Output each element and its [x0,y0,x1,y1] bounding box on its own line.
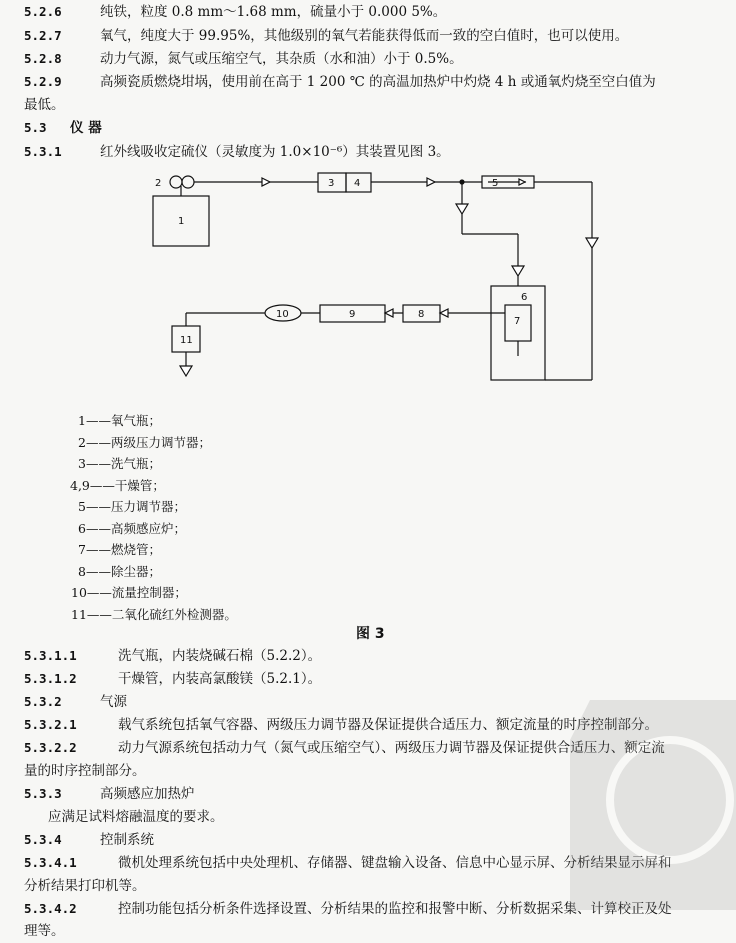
clause-text: 氧气，纯度大于 99.95%，其他级别的氧气若能获得低而一致的空白值时，也可以使用。 [100,28,629,44]
clause-text: 动力气源，氮气或压缩空气，其杂质（水和油）小于 0.5%。 [100,51,463,67]
induction-furnace-box [491,286,545,380]
clause-text: 动力气源系统包括动力气（氮气或压缩空气）、两级压力调节器及保证提供合适压力、额定流 [118,740,665,756]
diagram-label-5: 5 [492,178,499,189]
clause-text: 控制系统 [100,832,154,848]
legend-item: 7——燃烧管； [78,542,161,557]
section-title: 仪 器 [70,120,102,136]
diagram-label-11: 11 [180,335,193,346]
clause-text: 载气系统包括氧气容器、两级压力调节器及保证提供合适压力、额定流量的时序控制部分。 [118,717,658,733]
clause-text: 红外线吸收定硫仪（灵敏度为 1.0×10⁻⁶）其装置见图 3。 [100,144,450,160]
figure-caption: 图 3 [356,626,385,642]
clause-number: 5.2.6 [24,4,62,19]
clause-text: 量的时序控制部分。 [24,763,146,779]
diagram-label-3: 3 [328,178,335,189]
diagram-label-4: 4 [354,178,361,189]
diagram-label-9: 9 [349,309,356,320]
clause-number: 5.3.2 [24,694,62,709]
legend-item: 6——高频感应炉； [78,520,186,536]
clause-text: 控制功能包括分析条件选择设置、分析结果的监控和报警中断、分析数据采集、计算校正及处 [118,901,672,917]
figure-legend [70,410,237,625]
apparatus-diagram [0,0,736,420]
legend-item: 4,9——干燥管； [70,477,165,493]
legend-item: 8——除尘器； [78,563,161,579]
clause-text: 理等。 [24,923,65,939]
clause-text: 高频瓷质燃烧坩埚，使用前在高于 1 200 ℃ 的高温加热炉中灼烧 4 h 或通氧灼烧至空白值为 [100,74,656,90]
clause-number: 5.3.1.1 [24,648,77,663]
legend-item: 3——洗气瓶； [78,456,161,471]
clause-number: 5.3.1 [24,144,62,159]
diagram-label-8: 8 [418,309,425,320]
clause-number: 5.3.3 [24,786,62,801]
diagram-label-2: 2 [155,178,162,189]
diagram-label-10: 10 [276,309,289,320]
clause-number: 5.2.7 [24,28,62,43]
clause-text: 分析结果打印机等。 [24,878,146,894]
clause-number: 5.2.9 [24,74,62,89]
clause-text: 高频感应加热炉 [100,786,195,802]
legend-item: 10——流量控制器； [71,585,187,600]
clause-number: 5.3.1.2 [24,671,77,686]
clause-number: 5.2.8 [24,51,62,66]
legend-item: 1——氧气瓶； [78,413,161,428]
diagram-label-7: 7 [514,316,521,327]
clause-number: 5.3.4.1 [24,855,77,870]
clause-text: 最低。 [24,97,65,113]
legend-item: 2——两级压力调节器； [78,434,211,450]
clause-number: 5.3.2.1 [24,717,77,732]
clause-number: 5.3.2.2 [24,740,77,755]
clause-text: 气源 [100,694,127,710]
legend-item: 5——压力调节器； [78,499,186,514]
watermark-stamp [560,680,736,910]
legend-item: 11——二氧化硫红外检测器。 [71,606,237,622]
clause-text: 微机处理系统包括中央处理机、存储器、键盘输入设备、信息中心显示屏、分析结果显示屏和 [118,855,672,871]
clause-text: 洗气瓶，内装烧碱石棉（5.2.2）。 [118,648,322,664]
clause-text: 纯铁，粒度 0.8 mm～1.68 mm，硫量小于 0.000 5%。 [100,4,447,20]
section-number: 5.3 [24,120,47,135]
clause-text: 应满足试料熔融温度的要求。 [48,809,224,825]
clause-number: 5.3.4 [24,832,62,847]
diagram-label-6: 6 [521,292,528,303]
clause-text: 干燥管，内装高氯酸镁（5.2.1）。 [118,671,322,687]
diagram-label-1: 1 [178,216,185,227]
clause-number: 5.3.4.2 [24,901,77,916]
